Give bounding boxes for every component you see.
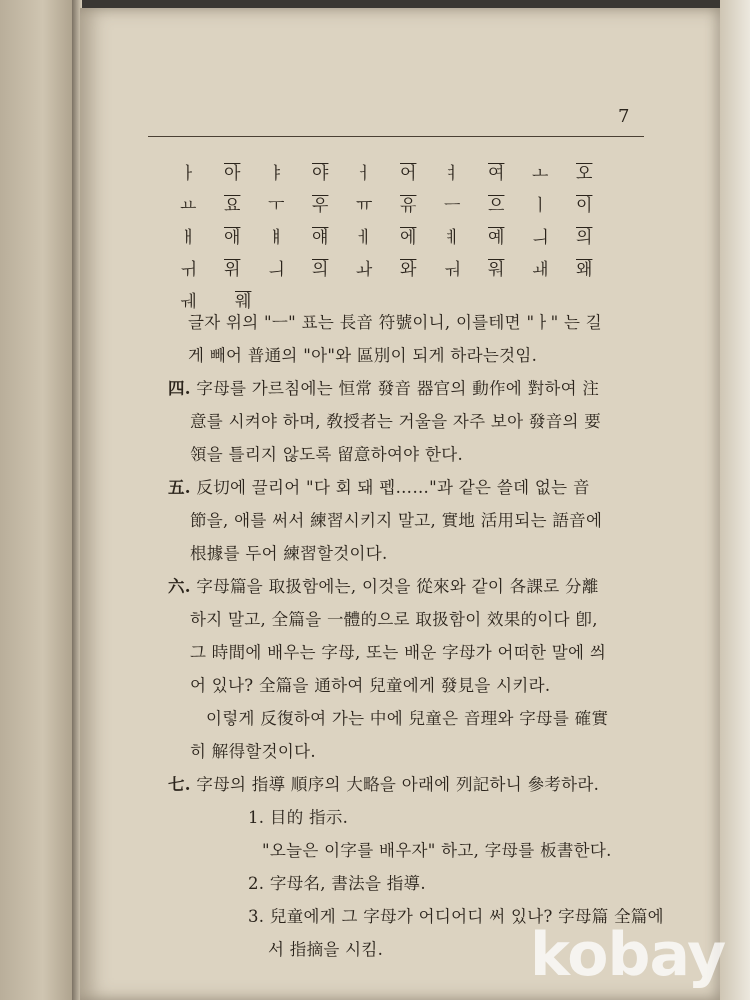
section-number: 七. bbox=[168, 775, 191, 794]
section-number: 五. bbox=[168, 478, 191, 497]
vowel-reading: 왜 bbox=[576, 260, 593, 280]
vowel-letter: ㅢ bbox=[268, 260, 285, 280]
text-line bbox=[168, 339, 668, 372]
vowel-table bbox=[180, 158, 620, 318]
facing-page-edge bbox=[0, 0, 80, 1000]
vowel-letter: ㅙ bbox=[532, 260, 549, 280]
vowel-letter: ㅣ bbox=[532, 196, 549, 216]
line-text: 이렇게 反復하여 가는 中에 兒童은 音理와 字母를 確實 bbox=[206, 709, 609, 728]
vowel-reading: 야 bbox=[312, 164, 329, 184]
book-page bbox=[80, 8, 720, 1000]
vowel-reading: 와 bbox=[400, 260, 417, 280]
text-line bbox=[168, 669, 668, 702]
text-line bbox=[168, 834, 668, 867]
text-line bbox=[168, 801, 668, 834]
text-line bbox=[168, 405, 668, 438]
line-text: 意를 시켜야 하며, 敎授者는 거울을 자주 보아 發音의 要 bbox=[190, 412, 602, 431]
vowel-letter: ㅓ bbox=[356, 164, 373, 184]
text-line bbox=[168, 636, 668, 669]
vowel-row bbox=[180, 222, 620, 254]
text-line bbox=[168, 867, 668, 900]
vowel-letter: ㅒ bbox=[268, 228, 285, 248]
line-text: 게 빼어 普通의 "아"와 區別이 되게 하라는것임. bbox=[188, 346, 538, 365]
vowel-letter: ㅘ bbox=[356, 260, 373, 280]
text-line bbox=[168, 471, 668, 504]
text-line bbox=[168, 603, 668, 636]
text-line bbox=[168, 702, 668, 735]
page-stack-edge bbox=[720, 0, 750, 1000]
line-text: 字母를 가르침에는 恒常 發音 器官의 動作에 對하여 注 bbox=[190, 379, 600, 398]
header-rule bbox=[148, 136, 644, 137]
line-text: 글자 위의 "ㅡ" 표는 長音 符號이니, 이를테면 "ㅏ" 는 길 bbox=[188, 313, 603, 332]
page-number: 7 bbox=[618, 106, 630, 127]
text-line bbox=[168, 768, 668, 801]
vowel-reading: 얘 bbox=[312, 228, 329, 248]
line-text: 節을, 애를 써서 練習시키지 말고, 實地 活用되는 語音에 bbox=[190, 511, 603, 530]
text-line bbox=[168, 735, 668, 768]
vowel-reading: 워 bbox=[488, 260, 505, 280]
line-text: 어 있나? 全篇을 通하여 兒童에게 發見을 시키라. bbox=[190, 676, 551, 695]
vowel-row bbox=[180, 158, 620, 190]
vowel-reading: 여 bbox=[488, 164, 505, 184]
vowel-letter: ㅜ bbox=[268, 196, 285, 216]
line-text: 1. 目的 指示. bbox=[248, 808, 349, 827]
vowel-letter: ㅏ bbox=[180, 164, 197, 184]
section-number: 六. bbox=[168, 577, 191, 596]
vowel-row bbox=[180, 190, 620, 222]
vowel-row bbox=[180, 254, 620, 286]
text-line bbox=[168, 504, 668, 537]
vowel-letter: ㅖ bbox=[444, 228, 461, 248]
vowel-reading: 에 bbox=[400, 228, 417, 248]
vowel-reading: 요 bbox=[224, 196, 241, 216]
vowel-letter: ㅢ bbox=[532, 228, 549, 248]
line-text: 字母篇을 取扱함에는, 이것을 從來와 같이 各課로 分離 bbox=[190, 577, 599, 596]
vowel-letter: ㅡ bbox=[444, 196, 461, 216]
section-number: 四. bbox=[168, 379, 191, 398]
vowel-reading: 웨 bbox=[235, 292, 252, 312]
vowel-letter: ㅔ bbox=[356, 228, 373, 248]
line-text: 根據를 두어 練習할것이다. bbox=[190, 544, 388, 563]
vowel-reading: 어 bbox=[400, 164, 417, 184]
line-text: "오늘은 이字를 배우자" 하고, 字母를 板書한다. bbox=[262, 841, 612, 860]
vowel-reading: 아 bbox=[224, 164, 241, 184]
vowel-letter: ㅑ bbox=[268, 164, 285, 184]
text-line bbox=[168, 438, 668, 471]
vowel-reading: 오 bbox=[576, 164, 593, 184]
vowel-letter: ㅛ bbox=[180, 196, 197, 216]
text-line bbox=[168, 372, 668, 405]
line-text: 서 指摘을 시킴. bbox=[268, 940, 384, 959]
line-text: 字母의 指導 順序의 大略을 아래에 列記하니 參考하라. bbox=[190, 775, 600, 794]
vowel-reading: 의 bbox=[312, 260, 329, 280]
vowel-letter: ㅗ bbox=[532, 164, 549, 184]
vowel-reading: 예 bbox=[488, 228, 505, 248]
vowel-reading: 의 bbox=[576, 228, 593, 248]
vowel-reading: 애 bbox=[224, 228, 241, 248]
line-text: 領을 틀리지 않도록 留意하여야 한다. bbox=[190, 445, 463, 464]
vowel-reading: 위 bbox=[224, 260, 241, 280]
vowel-reading: 이 bbox=[576, 196, 593, 216]
vowel-letter: ㅞ bbox=[180, 292, 197, 312]
vowel-reading: 유 bbox=[400, 196, 417, 216]
vowel-letter: ㅟ bbox=[180, 260, 197, 280]
line-text: 히 解得할것이다. bbox=[190, 742, 316, 761]
text-line bbox=[168, 306, 668, 339]
vowel-letter: ㅠ bbox=[356, 196, 373, 216]
vowel-reading: 으 bbox=[488, 196, 505, 216]
text-line bbox=[168, 570, 668, 603]
vowel-letter: ㅐ bbox=[180, 228, 197, 248]
line-text: 하지 말고, 全篇을 一體的으로 取扱함이 效果的이다 卽, bbox=[190, 610, 598, 629]
vowel-letter: ㅕ bbox=[444, 164, 461, 184]
vowel-reading: 우 bbox=[312, 196, 329, 216]
line-text: 2. 字母名, 書法을 指導. bbox=[248, 874, 426, 893]
text-line bbox=[168, 537, 668, 570]
watermark-logo: kobay bbox=[530, 920, 726, 990]
line-text: 反切에 끌리어 "다 회 돼 펩……"과 같은 쓸데 없는 音 bbox=[190, 478, 590, 497]
body-text bbox=[168, 306, 668, 966]
line-text: 그 時間에 배우는 字母, 또는 배운 字母가 어떠한 말에 씌 bbox=[190, 643, 607, 662]
line-text: 3. 兒童에게 그 字母가 어디어디 써 있나? 字母篇 全篇에 bbox=[248, 907, 664, 926]
vowel-letter: ㅝ bbox=[444, 260, 461, 280]
